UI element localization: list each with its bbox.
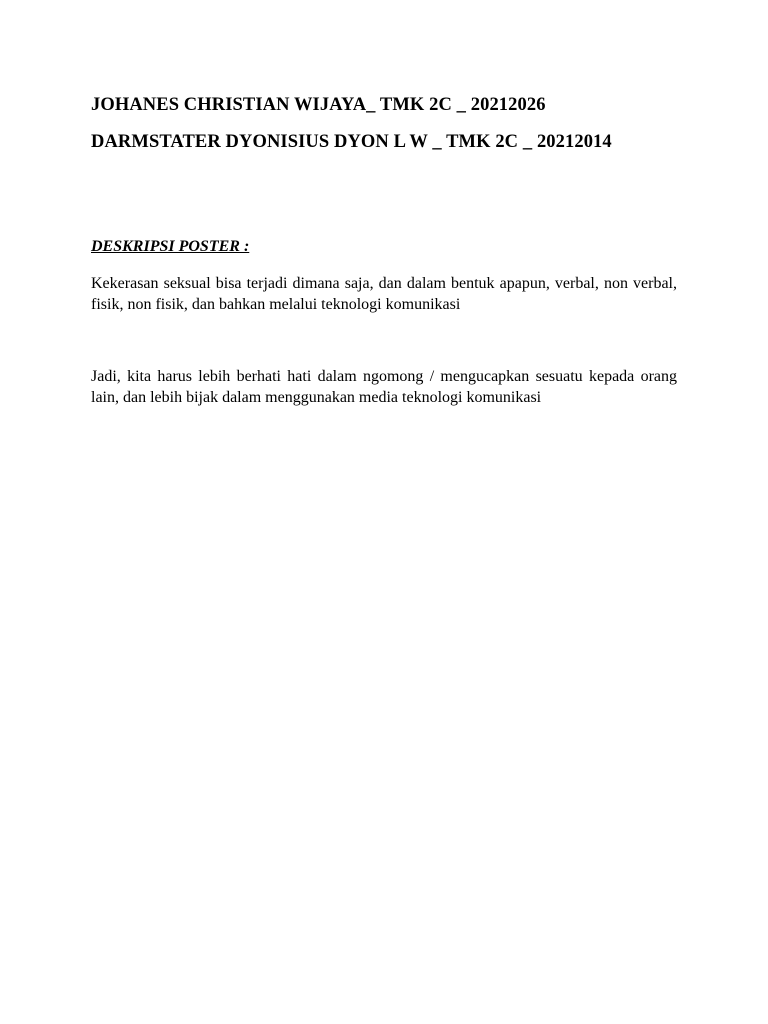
author-line-1: JOHANES CHRISTIAN WIJAYA_ TMK 2C _ 20212026: [91, 95, 546, 115]
author-line-2: DARMSTATER DYONISIUS DYON L W _ TMK 2C _ 20212014: [91, 132, 612, 152]
section-heading: DESKRIPSI POSTER :: [91, 238, 250, 255]
description-paragraph-2: Jadi, kita harus lebih berhati hati dalam ngomong / mengucapkan sesuatu kepada orang lain, dan lebih bijak dalam menggunakan media teknologi komunikasi: [91, 368, 677, 406]
description-paragraph-1: Kekerasan seksual bisa terjadi dimana saja, dan dalam bentuk apapun, verbal, non verbal, fisik, non fisik, dan bahkan melalui teknologi komunikasi: [91, 275, 677, 313]
